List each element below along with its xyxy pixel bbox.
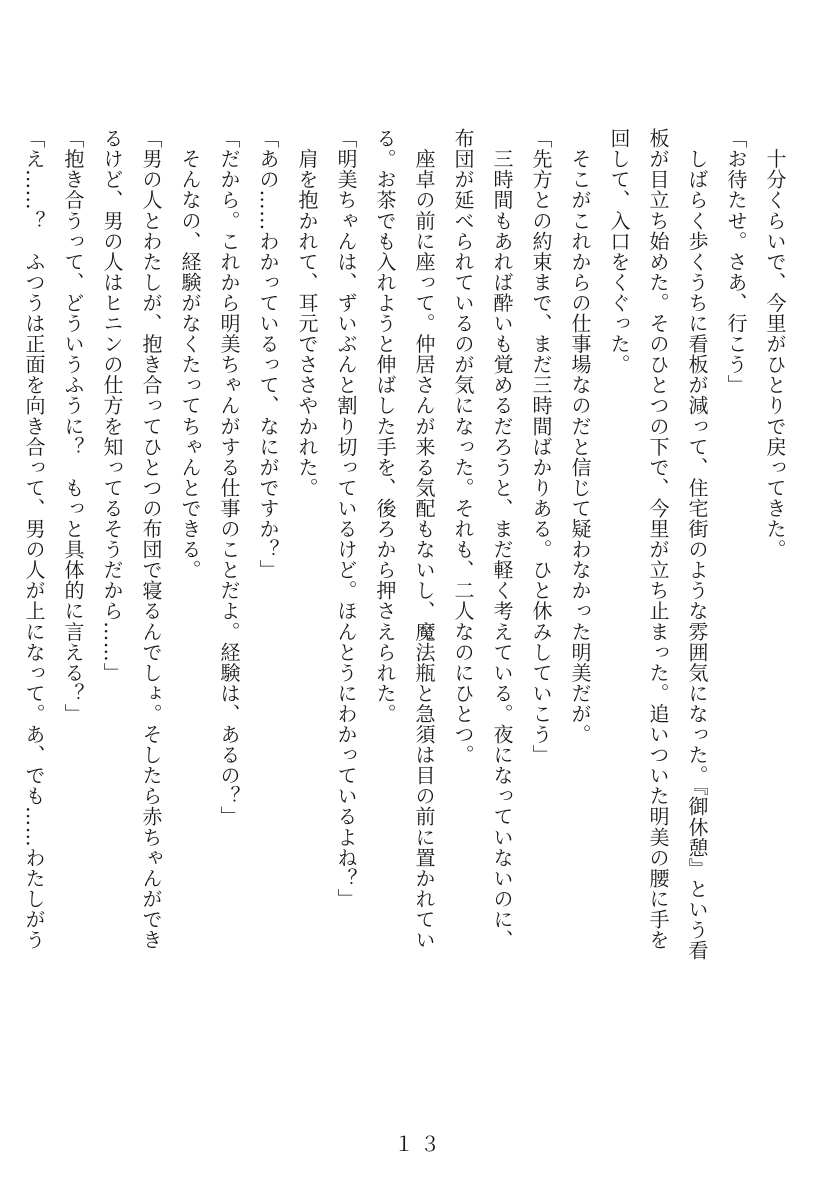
text-line: 三時間もあれば酔いも覚めるだろうと、まだ軽く考えている。夜になっていないのに、 bbox=[490, 128, 514, 950]
text-line: 「明美ちゃんは、ずいぶんと割り切っているけど。ほんとうにわかっているよね？」 bbox=[334, 128, 358, 909]
text-line: 回して、入口をくぐった。 bbox=[607, 128, 631, 375]
text-line: 「抱き合うって、どういうふうに？ もっと具体的に言える？」 bbox=[61, 128, 85, 724]
text-line: 十分くらいで、今里がひとりで戻ってきた。 bbox=[763, 128, 787, 560]
text-line: しばらく歩くうちに看板が減って、住宅街のような雰囲気になった。『御休憩』という看 bbox=[685, 128, 709, 961]
page-number: １３ bbox=[394, 1132, 446, 1156]
vertical-text-body bbox=[22, 128, 794, 1008]
text-line: 「お待たせ。さあ、行こう」 bbox=[724, 128, 748, 396]
text-line: るけど、男の人はヒニンの仕方を知ってるそうだから……」 bbox=[100, 128, 124, 683]
text-line: 「だから。これから明美ちゃんがする仕事のことだよ。経験は、あるの？」 bbox=[217, 128, 241, 827]
text-line: 板が目立ち始めた。そのひとつの下で、今里が立ち止まった。追いついた明美の腰に手を bbox=[646, 128, 670, 950]
text-line: 座卓の前に座って。仲居さんが来る気配もないし、魔法瓶と急須は目の前に置かれてい bbox=[412, 128, 436, 950]
text-line: 「先方との約束まで、まだ三時間ばかりある。ひと休みしていこう」 bbox=[529, 128, 553, 766]
text-line: 「え……？ ふつうは正面を向き合って、男の人が上になって。あ、でも……わたしがう bbox=[22, 128, 46, 950]
text-line: そんなの、経験がなくたってちゃんとできる。 bbox=[178, 128, 202, 581]
text-line: 「あの……わかっているって、なにがですか？」 bbox=[256, 128, 280, 581]
text-line: 肩を抱かれて、耳元でささやかれた。 bbox=[295, 128, 319, 498]
text-line: そこがこれからの仕事場なのだと信じて疑わなかった明美だが。 bbox=[568, 128, 592, 745]
text-line: 「男の人とわたしが、抱き合ってひとつの布団で寝るんでしょ。そしたら赤ちゃんができ bbox=[139, 128, 163, 950]
text-line: 布団が延べられているのが気になった。それも、二人なのにひとつ。 bbox=[451, 128, 475, 766]
text-line: る。お茶でも入れようと伸ばした手を、後ろから押さえられた。 bbox=[373, 128, 397, 724]
